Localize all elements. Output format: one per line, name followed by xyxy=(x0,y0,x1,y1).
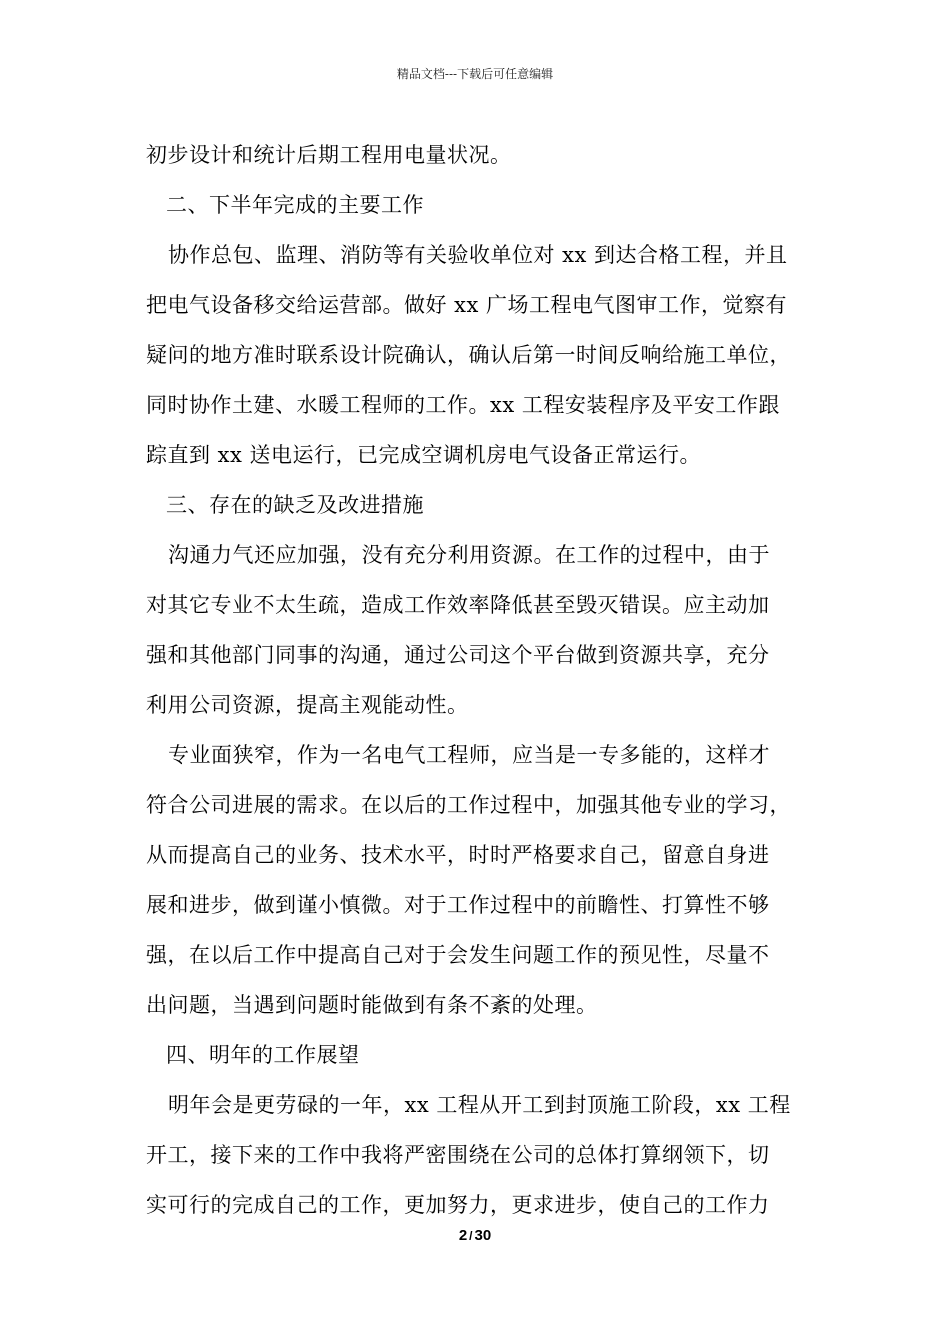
text-line: 利用公司资源，提高主观能动性。 xyxy=(146,693,469,717)
current-page: 2 xyxy=(458,1227,468,1244)
section-heading: 四、明年的工作展望 xyxy=(166,1043,360,1067)
text-line: 同时协作土建、水暖工程师的工作。xx 工程安装程序及平安工作跟 xyxy=(146,393,780,417)
text-line: 展和进步，做到谨小慎微。对于工作过程中的前瞻性、打算性不够 xyxy=(146,893,770,917)
text-line: 沟通力气还应加强，没有充分利用资源。在工作的过程中，由于 xyxy=(168,543,770,567)
text-line: 强，在以后工作中提高自己对于会发生问题工作的预见性，尽量不 xyxy=(146,943,770,967)
text-line: 协作总包、监理、消防等有关验收单位对 xx 到达合格工程，并且 xyxy=(168,243,788,267)
page-separator: / xyxy=(469,1229,473,1243)
text-line: 强和其他部门同事的沟通，通过公司这个平台做到资源共享，充分 xyxy=(146,643,770,667)
text-line: 踪直到 xx 送电运行，已完成空调机房电气设备正常运行。 xyxy=(146,443,702,467)
total-pages: 30 xyxy=(474,1227,492,1244)
page-header: 精品文档---下载后可任意编辑 xyxy=(396,67,554,81)
text-line: 从而提高自己的业务、技术水平，时时严格要求自己，留意自身进 xyxy=(146,843,770,867)
text-line: 实可行的完成自己的工作，更加努力，更求进步，使自己的工作力 xyxy=(146,1193,770,1217)
text-line: 疑问的地方准时联系设计院确认，确认后第一时间反响给施工单位， xyxy=(146,343,791,367)
text-line: 把电气设备移交给运营部。做好 xx 广场工程电气图审工作，觉察有 xyxy=(146,293,788,317)
document-body xyxy=(146,130,816,1230)
text-line: 明年会是更劳碌的一年，xx 工程从开工到封顶施工阶段，xx 工程 xyxy=(168,1093,791,1117)
text-line: 专业面狭窄，作为一名电气工程师，应当是一专多能的，这样才 xyxy=(168,743,770,767)
section-heading: 三、存在的缺乏及改进措施 xyxy=(166,493,424,517)
text-line: 出问题，当遇到问题时能做到有条不紊的处理。 xyxy=(146,993,598,1017)
page-number xyxy=(0,1226,950,1246)
text-line: 符合公司进展的需求。在以后的工作过程中，加强其他专业的学习， xyxy=(146,793,791,817)
section-heading: 二、下半年完成的主要工作 xyxy=(166,193,424,217)
text-line: 开工，接下来的工作中我将严密围绕在公司的总体打算纲领下，切 xyxy=(146,1143,770,1167)
text-line: 对其它专业不太生疏，造成工作效率降低甚至毁灭错误。应主动加 xyxy=(146,593,770,617)
text-line: 初步设计和统计后期工程用电量状况。 xyxy=(146,143,512,167)
